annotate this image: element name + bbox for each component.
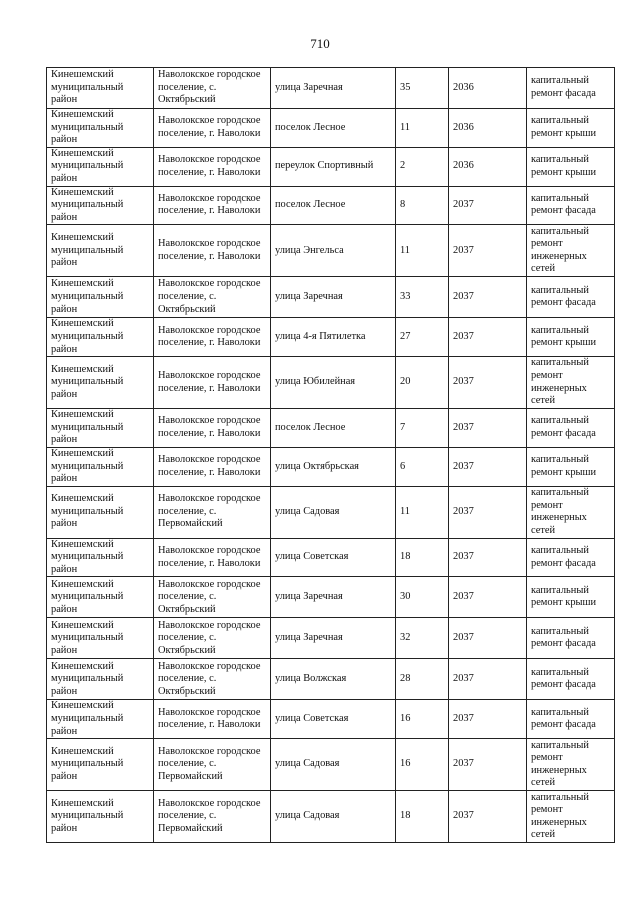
street-cell: улица Советская — [271, 538, 396, 577]
district-cell: Кинешемский муниципальный район — [47, 109, 154, 148]
table-row — [47, 186, 615, 225]
house-number-cell: 18 — [396, 791, 449, 843]
settlement-cell: Наволокское городское поселение, г. Наволоки — [154, 186, 271, 225]
table-row — [47, 659, 615, 700]
settlement-cell: Наволокское городское поселение, г. Наволоки — [154, 700, 271, 739]
house-number-cell: 35 — [396, 68, 449, 109]
settlement-cell: Наволокское городское поселение, с. Октябрьский — [154, 277, 271, 318]
work-type-cell: капитальный ремонт инженерных сетей — [527, 791, 615, 843]
house-number-cell: 20 — [396, 357, 449, 409]
table-row — [47, 68, 615, 109]
table-row — [47, 700, 615, 739]
settlement-cell: Наволокское городское поселение, с. Октябрьский — [154, 618, 271, 659]
house-number-cell: 2 — [396, 147, 449, 186]
street-cell: улица 4-я Пятилетка — [271, 318, 396, 357]
district-cell: Кинешемский муниципальный район — [47, 225, 154, 277]
settlement-cell: Наволокское городское поселение, с. Первомайский — [154, 791, 271, 843]
year-cell: 2036 — [449, 68, 527, 109]
year-cell: 2037 — [449, 186, 527, 225]
district-cell: Кинешемский муниципальный район — [47, 659, 154, 700]
house-number-cell: 30 — [396, 577, 449, 618]
district-cell: Кинешемский муниципальный район — [47, 618, 154, 659]
district-cell: Кинешемский муниципальный район — [47, 318, 154, 357]
table-row — [47, 538, 615, 577]
year-cell: 2037 — [449, 318, 527, 357]
house-number-cell: 11 — [396, 109, 449, 148]
street-cell: улица Заречная — [271, 618, 396, 659]
district-cell: Кинешемский муниципальный район — [47, 486, 154, 538]
table-row — [47, 791, 615, 843]
work-type-cell: капитальный ремонт инженерных сетей — [527, 739, 615, 791]
work-type-cell: капитальный ремонт крыши — [527, 109, 615, 148]
year-cell: 2037 — [449, 225, 527, 277]
year-cell: 2037 — [449, 618, 527, 659]
house-number-cell: 11 — [396, 486, 449, 538]
table-row — [47, 486, 615, 538]
table-row — [47, 147, 615, 186]
work-type-cell: капитальный ремонт крыши — [527, 318, 615, 357]
street-cell: улица Заречная — [271, 68, 396, 109]
district-cell: Кинешемский муниципальный район — [47, 186, 154, 225]
house-number-cell: 16 — [396, 700, 449, 739]
table-row — [47, 225, 615, 277]
year-cell: 2037 — [449, 409, 527, 448]
work-type-cell: капитальный ремонт фасада — [527, 186, 615, 225]
street-cell: улица Волжская — [271, 659, 396, 700]
house-number-cell: 7 — [396, 409, 449, 448]
house-number-cell: 6 — [396, 447, 449, 486]
house-number-cell: 16 — [396, 739, 449, 791]
street-cell: улица Заречная — [271, 577, 396, 618]
settlement-cell: Наволокское городское поселение, с. Октябрьский — [154, 68, 271, 109]
district-cell: Кинешемский муниципальный район — [47, 147, 154, 186]
street-cell: улица Заречная — [271, 277, 396, 318]
district-cell: Кинешемский муниципальный район — [47, 739, 154, 791]
year-cell: 2036 — [449, 109, 527, 148]
street-cell: улица Советская — [271, 700, 396, 739]
district-cell: Кинешемский муниципальный район — [47, 791, 154, 843]
district-cell: Кинешемский муниципальный район — [47, 538, 154, 577]
work-type-cell: капитальный ремонт инженерных сетей — [527, 357, 615, 409]
table-row — [47, 277, 615, 318]
settlement-cell: Наволокское городское поселение, г. Наволоки — [154, 357, 271, 409]
street-cell: поселок Лесное — [271, 409, 396, 448]
house-number-cell: 32 — [396, 618, 449, 659]
settlement-cell: Наволокское городское поселение, г. Наволоки — [154, 147, 271, 186]
work-type-cell: капитальный ремонт фасада — [527, 68, 615, 109]
work-type-cell: капитальный ремонт фасада — [527, 409, 615, 448]
district-cell: Кинешемский муниципальный район — [47, 68, 154, 109]
work-type-cell: капитальный ремонт инженерных сетей — [527, 225, 615, 277]
settlement-cell: Наволокское городское поселение, г. Наволоки — [154, 447, 271, 486]
work-type-cell: капитальный ремонт инженерных сетей — [527, 486, 615, 538]
settlement-cell: Наволокское городское поселение, г. Наволоки — [154, 318, 271, 357]
table-row — [47, 618, 615, 659]
settlement-cell: Наволокское городское поселение, г. Наволоки — [154, 538, 271, 577]
house-number-cell: 18 — [396, 538, 449, 577]
page-number: 710 — [310, 36, 330, 51]
house-number-cell: 11 — [396, 225, 449, 277]
table-row — [47, 739, 615, 791]
settlement-cell: Наволокское городское поселение, с. Первомайский — [154, 486, 271, 538]
street-cell: поселок Лесное — [271, 109, 396, 148]
house-number-cell: 27 — [396, 318, 449, 357]
street-cell: улица Юбилейная — [271, 357, 396, 409]
year-cell: 2037 — [449, 700, 527, 739]
house-number-cell: 33 — [396, 277, 449, 318]
year-cell: 2037 — [449, 357, 527, 409]
district-cell: Кинешемский муниципальный район — [47, 357, 154, 409]
district-cell: Кинешемский муниципальный район — [47, 577, 154, 618]
district-cell: Кинешемский муниципальный район — [47, 700, 154, 739]
work-type-cell: капитальный ремонт фасада — [527, 277, 615, 318]
house-number-cell: 28 — [396, 659, 449, 700]
table-row — [47, 447, 615, 486]
work-type-cell: капитальный ремонт фасада — [527, 700, 615, 739]
settlement-cell: Наволокское городское поселение, с. Октябрьский — [154, 659, 271, 700]
year-cell: 2037 — [449, 659, 527, 700]
district-cell: Кинешемский муниципальный район — [47, 409, 154, 448]
street-cell: улица Октябрьская — [271, 447, 396, 486]
house-number-cell: 8 — [396, 186, 449, 225]
table-row — [47, 577, 615, 618]
street-cell: поселок Лесное — [271, 186, 396, 225]
repair-schedule-table — [46, 67, 615, 843]
settlement-cell: Наволокское городское поселение, с. Первомайский — [154, 739, 271, 791]
work-type-cell: капитальный ремонт фасада — [527, 538, 615, 577]
year-cell: 2037 — [449, 791, 527, 843]
street-cell: улица Энгельса — [271, 225, 396, 277]
year-cell: 2037 — [449, 739, 527, 791]
settlement-cell: Наволокское городское поселение, с. Октябрьский — [154, 577, 271, 618]
table-row — [47, 109, 615, 148]
year-cell: 2037 — [449, 486, 527, 538]
district-cell: Кинешемский муниципальный район — [47, 447, 154, 486]
street-cell: переулок Спортивный — [271, 147, 396, 186]
year-cell: 2036 — [449, 147, 527, 186]
year-cell: 2037 — [449, 538, 527, 577]
street-cell: улица Садовая — [271, 791, 396, 843]
street-cell: улица Садовая — [271, 486, 396, 538]
settlement-cell: Наволокское городское поселение, г. Наволоки — [154, 409, 271, 448]
year-cell: 2037 — [449, 447, 527, 486]
work-type-cell: капитальный ремонт крыши — [527, 447, 615, 486]
work-type-cell: капитальный ремонт фасада — [527, 659, 615, 700]
street-cell: улица Садовая — [271, 739, 396, 791]
year-cell: 2037 — [449, 577, 527, 618]
settlement-cell: Наволокское городское поселение, г. Наволоки — [154, 225, 271, 277]
year-cell: 2037 — [449, 277, 527, 318]
table-row — [47, 409, 615, 448]
table-row — [47, 318, 615, 357]
work-type-cell: капитальный ремонт крыши — [527, 577, 615, 618]
table-row — [47, 357, 615, 409]
work-type-cell: капитальный ремонт крыши — [527, 147, 615, 186]
work-type-cell: капитальный ремонт фасада — [527, 618, 615, 659]
settlement-cell: Наволокское городское поселение, г. Наволоки — [154, 109, 271, 148]
district-cell: Кинешемский муниципальный район — [47, 277, 154, 318]
